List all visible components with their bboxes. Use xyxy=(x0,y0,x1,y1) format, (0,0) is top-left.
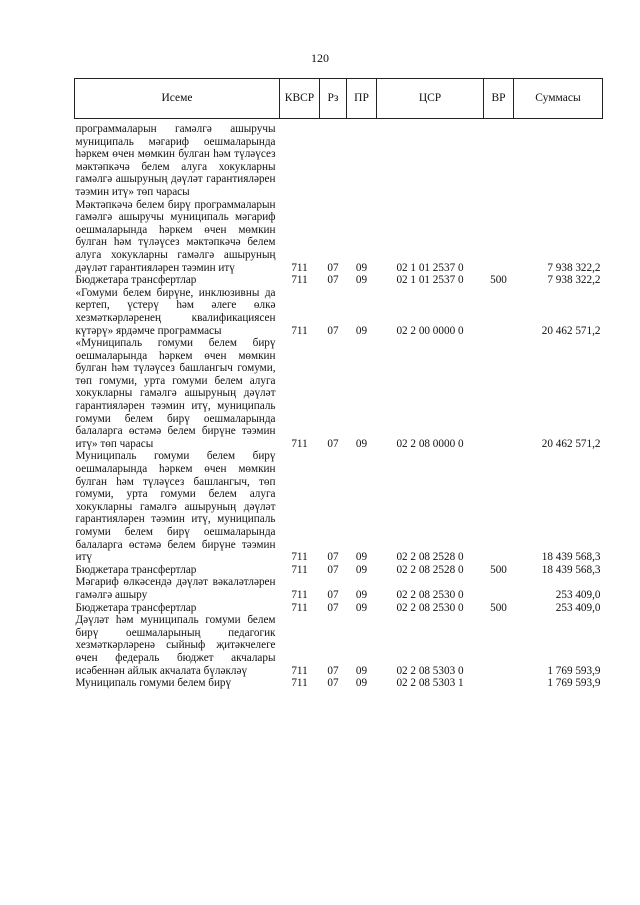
row-vr xyxy=(484,450,514,563)
row-vr: 500 xyxy=(490,274,507,287)
row-rz: 07 xyxy=(327,551,339,564)
row-kvsr: 711 xyxy=(291,261,308,274)
row-csr: 02 2 08 2530 0 xyxy=(396,588,464,601)
row-rz: 07 xyxy=(327,437,339,450)
row-sum xyxy=(514,119,603,199)
page-number: 120 xyxy=(311,51,329,65)
row-sum: 7 938 322,2 xyxy=(547,261,601,274)
row-rz: 07 xyxy=(327,261,339,274)
row-csr: 02 1 01 2537 0 xyxy=(396,274,464,287)
header-pr: ПР xyxy=(347,79,377,119)
row-sum: 253 409,0 xyxy=(555,601,601,614)
row-kvsr: 711 xyxy=(291,677,308,690)
row-pr: 09 xyxy=(355,274,368,287)
row-csr: 02 2 08 0000 0 xyxy=(396,437,464,450)
row-sum: 20 462 571,2 xyxy=(541,324,601,337)
row-csr: 02 2 08 5303 0 xyxy=(396,664,464,677)
table-body xyxy=(75,119,603,690)
row-rz: 07 xyxy=(327,274,339,287)
table-row xyxy=(75,450,603,563)
row-kvsr: 711 xyxy=(291,274,308,287)
header-csr: ЦСР xyxy=(377,79,484,119)
row-sum: 1 769 593,9 xyxy=(547,677,601,690)
header-rz: Рз xyxy=(320,79,347,119)
row-vr xyxy=(484,199,514,275)
table-row xyxy=(75,199,603,275)
row-kvsr: 711 xyxy=(291,437,308,450)
row-pr: 09 xyxy=(355,588,368,601)
row-kvsr: 711 xyxy=(291,324,308,337)
row-name: Бюджетара трансфертлар xyxy=(75,274,197,287)
row-pr: 09 xyxy=(355,261,368,274)
row-vr xyxy=(484,614,514,677)
row-sum: 1 769 593,9 xyxy=(547,664,601,677)
row-pr: 09 xyxy=(355,563,368,576)
row-sum: 253 409,0 xyxy=(555,588,601,601)
row-name: «Муниципаль гомуми белем бирү оешмаларында һәркем өчен мөмкин булган һәм түләүсез башлангыч гомуми, төп гомуми, урта гомуми белем алугa хокукларны гамәлгә ашыруның дәүләт гарантияләрен тәэмин итү, муниципаль гомуми белем бирү оешмаларында балаларга өстәмә белем бирүне тәэмин итү» төп чарасы xyxy=(75,337,276,450)
row-vr: 500 xyxy=(490,601,507,614)
table-row xyxy=(75,677,603,690)
row-pr xyxy=(347,119,377,199)
row-csr xyxy=(377,119,484,199)
row-vr xyxy=(484,337,514,450)
budget-table xyxy=(74,78,603,690)
header-kvsr: КВСР xyxy=(280,79,320,119)
row-vr xyxy=(484,287,514,337)
row-pr: 09 xyxy=(355,601,368,614)
table-row xyxy=(75,564,603,577)
row-csr: 02 2 00 0000 0 xyxy=(396,324,464,337)
row-name: Бюджетара трансфертлар xyxy=(75,601,197,614)
row-vr: 500 xyxy=(490,563,507,576)
row-rz: 07 xyxy=(327,677,339,690)
table-row xyxy=(75,602,603,615)
row-name: Мәктәпкәчә белем бирү программаларын гамәлгә ашыручы муниципаль мәгариф оешмаларында һәркем өчен мөмкин булган һәм түләүсез мәктәпкәчә белем алугa хокукларны гамәлгә ашыруның дәүләт гарантияләрен тәэмин итү xyxy=(75,198,276,274)
header-vr: ВР xyxy=(484,79,514,119)
row-csr: 02 1 01 2537 0 xyxy=(396,261,464,274)
row-name: «Гомуми белем бирүне, инклюзивны да кертеп, үстерү һәм әлеге өлкә хезмәткәрләренең квалификациясен күтәрү» ярдәмче программасы xyxy=(75,286,276,337)
row-name: программаларын гамәлгә ашыручы муниципаль мәгариф оешмаларында һәркем өчен мөмкин булган һәм түләүсез мәктәпкәчә белем алугa хокукларны гамәлгә ашыруның дәүләт гарантияләрен тәэмин итү» төп чарасы xyxy=(75,123,276,198)
row-name: Дәүләт һәм муниципаль гомуми белем бирү оешмаларының педагогик хезмәткәрләренә сыйныф җитәкчелеге өчен федераль бюджет акчалары исәбеннән айлык акчалата бүләкләү xyxy=(75,614,276,677)
row-rz: 07 xyxy=(327,601,339,614)
row-name: Муниципаль гомуми белем бирү xyxy=(75,677,232,690)
row-pr: 09 xyxy=(355,324,368,337)
row-csr: 02 2 08 2530 0 xyxy=(396,601,464,614)
row-vr xyxy=(484,119,514,199)
table-row xyxy=(75,576,603,601)
row-pr: 09 xyxy=(355,677,368,690)
row-name: Муниципаль гомуми белем бирү оешмаларында һәркем өчен мөмкин булган һәм түләүсез башлангыч, төп гомуми, урта гомуми белем алугa хокукларны гамәлгә ашыруның дәүләт гарантияләрен тәэмин итү, муниципаль гомуми белем бирү оешмаларында балаларга өстәмә белем бирүне тәэмин итү xyxy=(75,450,276,564)
header-sum: Суммасы xyxy=(514,79,603,119)
row-kvsr: 711 xyxy=(291,664,308,677)
row-sum: 20 462 571,2 xyxy=(541,437,601,450)
row-name: Мәгариф өлкәсендә дәүләт вәкаләтләрен гамәлгә ашыру xyxy=(75,576,276,601)
row-rz xyxy=(320,119,347,199)
row-pr: 09 xyxy=(355,664,368,677)
row-csr: 02 2 08 2528 0 xyxy=(396,563,464,576)
table-row xyxy=(75,614,603,677)
row-pr: 09 xyxy=(355,437,368,450)
row-rz: 07 xyxy=(327,664,339,677)
table-row xyxy=(75,119,603,199)
row-sum: 7 938 322,2 xyxy=(547,274,601,287)
row-rz: 07 xyxy=(327,324,339,337)
table-row xyxy=(75,287,603,337)
row-kvsr: 711 xyxy=(291,563,308,576)
row-kvsr: 711 xyxy=(291,551,308,564)
header-name: Исеме xyxy=(75,79,280,119)
row-sum: 18 439 568,3 xyxy=(541,551,601,564)
row-vr xyxy=(484,576,514,601)
row-csr: 02 2 08 2528 0 xyxy=(396,551,464,564)
table-row xyxy=(75,337,603,450)
table-row xyxy=(75,274,603,287)
row-pr: 09 xyxy=(355,551,368,564)
row-rz: 07 xyxy=(327,588,339,601)
row-vr xyxy=(484,677,514,690)
row-csr: 02 2 08 5303 1 xyxy=(396,677,464,690)
row-name: Бюджетара трансфертлар xyxy=(75,563,197,576)
row-sum: 18 439 568,3 xyxy=(541,563,601,576)
row-kvsr xyxy=(280,119,320,199)
row-rz: 07 xyxy=(327,563,339,576)
row-kvsr: 711 xyxy=(291,601,308,614)
table-header-row xyxy=(75,79,603,119)
row-kvsr: 711 xyxy=(291,588,308,601)
